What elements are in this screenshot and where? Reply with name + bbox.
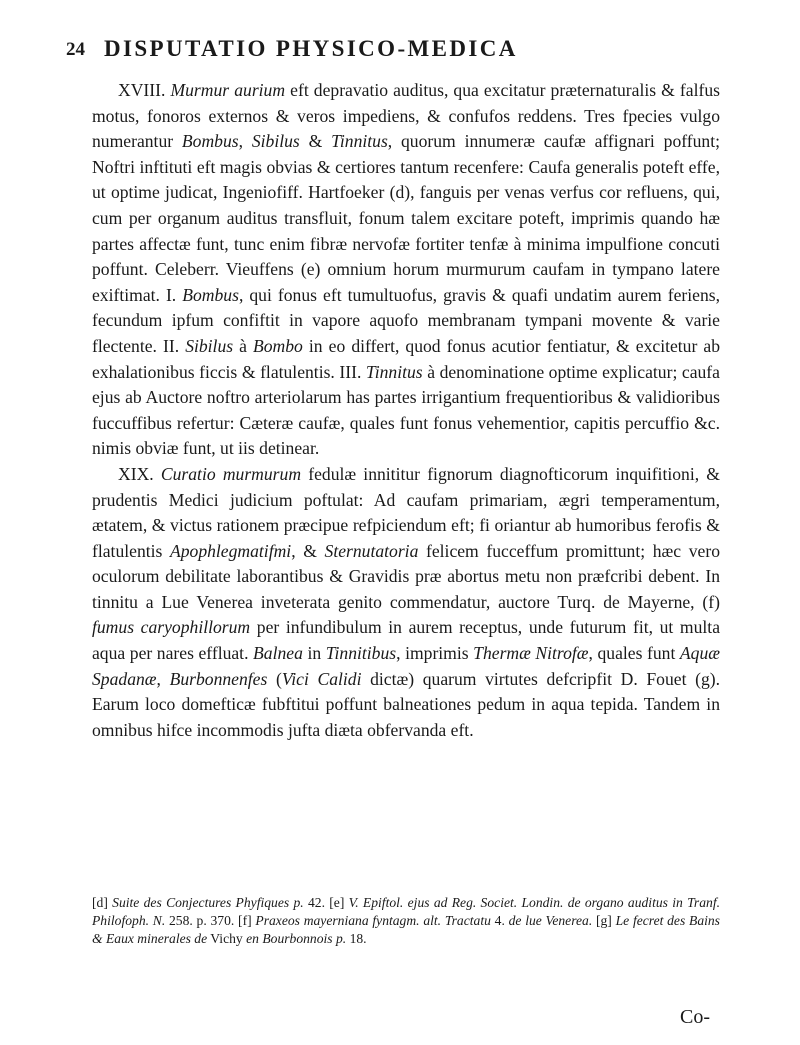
paragraph-text: , [238,131,252,152]
italic-term: Bombus [182,284,239,305]
italic-term: Bombus [181,131,239,152]
paragraph-text: felicem fucceffum promittunt; hæc vero oculorum debilitate laborantibus & Gravidis præ abortus metu non præfcribi debent. In tinnitu a Lue Venerea inveterata genito commendatur, auctore Turq. de Mayerne, (f) [92,540,720,612]
catchword: Co- [680,1006,710,1028]
footnote-mark-f: [f] [238,913,256,928]
italic-term: fumus caryophillorum [92,617,251,638]
paragraph-xix [92,462,720,744]
running-head [66,36,766,66]
section-number: XVIII. [118,80,166,100]
italic-term: Tinnitibus [325,643,397,664]
italic-term: Vici Calidi [281,668,362,689]
footnote-g-title-2: en Bourbonnois p. [246,931,347,946]
footnotes [92,894,720,948]
paragraph-text: à denominatione optime explicatur; caufa ejus ab Auctore noftro arteriolarum has partes irrigantium frequentioribus & validioribus fuccuffibus refertur: Cæteræ caufæ, quales funt fonus vehementior, capitis percuffio &c. nimis obviæ funt, ut iis detinear. [92,361,720,459]
italic-term: Balnea [253,643,303,664]
paragraph-text: , imprimis [396,643,474,664]
italic-term: Murmur aurium [170,80,286,100]
footnote-g-page: 18. [346,931,367,946]
paragraph-xviii [92,78,720,462]
body-text [92,78,720,743]
footnote-f-title: Praxeos mayerniana fyntagm. alt. Tractatu [255,913,491,928]
footnote-d-title: Suite des Conjectures Phyfiques p. [112,895,304,910]
footnote-e-page: 258. p. 370. [165,913,239,928]
footnote-mark-g: [g] [592,913,616,928]
italic-term: Aquæ Spadanæ [92,643,720,689]
footnote-e-title: V. Epiftol. ejus ad Reg. Societ. Londin. de organo auditus in Tranf. Philofoph. N. [92,895,720,928]
italic-term: Burbonnenfes [169,668,268,689]
italic-term: Apophlegmatifmi [169,540,292,561]
paragraph-text: & [299,131,332,152]
italic-term: Sibilus [185,335,234,356]
paragraph-text: , & [291,540,325,561]
paragraph-text: , qui fonus eft tumultuofus, gravis & quafi undatim aurem feriens, fecundum ipfum confiftit in vapore aquofo membranam tympani movente & varie flectente. II. [92,284,721,356]
paragraph-text: fedulæ innititur fignorum diagnofticorum inquifitioni, & prudentis Medici judicium poftulat: Ad caufam primariam, ægri temperamentum, ætatem, & victus rationem præcipue refpiciendum eft; fi oriantur ab humoribus ferofis & flatulentis [92,463,720,561]
footnote-block [92,894,720,948]
paragraph-text: per infundibulum in aurem receptus, unde futurum fit, ut multa aqua per nares effluat. [92,617,720,664]
footnote-f-number: 4. [490,913,509,928]
italic-term: Tinnitus [331,131,388,152]
italic-term: Curatio murmurum [160,463,302,484]
footnote-f-title-2: de lue Venerea. [508,913,593,928]
footnote-mark-d: [d] [92,895,113,910]
paragraph-text: dictæ) quarum virtutes defcripfit D. Fouet (g). Earum loco domefticæ fubftitui poffunt balneationes pedum in aqua tepida. Tandem in omnibus hifce incommodis jufta diæta obfervanda eft. [92,668,721,740]
paragraph-text: ( [267,668,282,689]
footnote-g-place: Vichy [207,931,247,946]
italic-term: Sternutatoria [324,540,419,561]
section-number: XIX. [118,463,154,484]
paragraph-text: eft depravatio auditus, qua excitatur præternaturalis & falfus motus, fonoros externos & veros impediens, & confufos reddens. Tres fpecies vulgo numerantur [92,80,720,152]
paragraph-text: à [233,335,254,356]
paragraph-text: , quorum innumeræ caufæ affignari poffunt; Noftri inftituti eft magis obvias & certiores tantum recenfere: Caufa generalis poteft effe, ut optime judicat, Ingeniofiff. Hartfoeker (d), fanguis per venas verfus cor refluens, qui, cum per organum auditus transfluit, fonum talem excitare poteft, imprimis quando hæ partes affectæ funt, tunc enim fibræ nervofæ fortiter tenfæ à minima impulfione concuti poffunt. Celeberr. Vieuffens (e) omnium horum murmurum caufam in tympano latere exiftimat. I. [92,131,721,305]
italic-term: Tinnitus [365,361,423,382]
paragraph-text: , quales funt [588,643,680,664]
italic-term: Thermæ Nitrofæ [473,643,589,664]
italic-term: Bombo [253,335,303,356]
running-title: DISPUTATIO PHYSICO-MEDICA [104,36,518,61]
paragraph-text: in [302,643,326,664]
footnote-mark-e: [e] [329,895,349,910]
paragraph-text: in eo differt, quod fonus acutior fentiatur, & excitetur ab exhalationibus ficcis & flatulentis. III. [92,335,720,382]
footnote-d-page: 42. [303,895,330,910]
italic-term: Sibilus [251,131,300,152]
paragraph-text: , [156,668,170,689]
footnote-g-title: Le fecret des Bains & Eaux minerales de [92,913,720,946]
page-number: 24 [66,39,85,60]
